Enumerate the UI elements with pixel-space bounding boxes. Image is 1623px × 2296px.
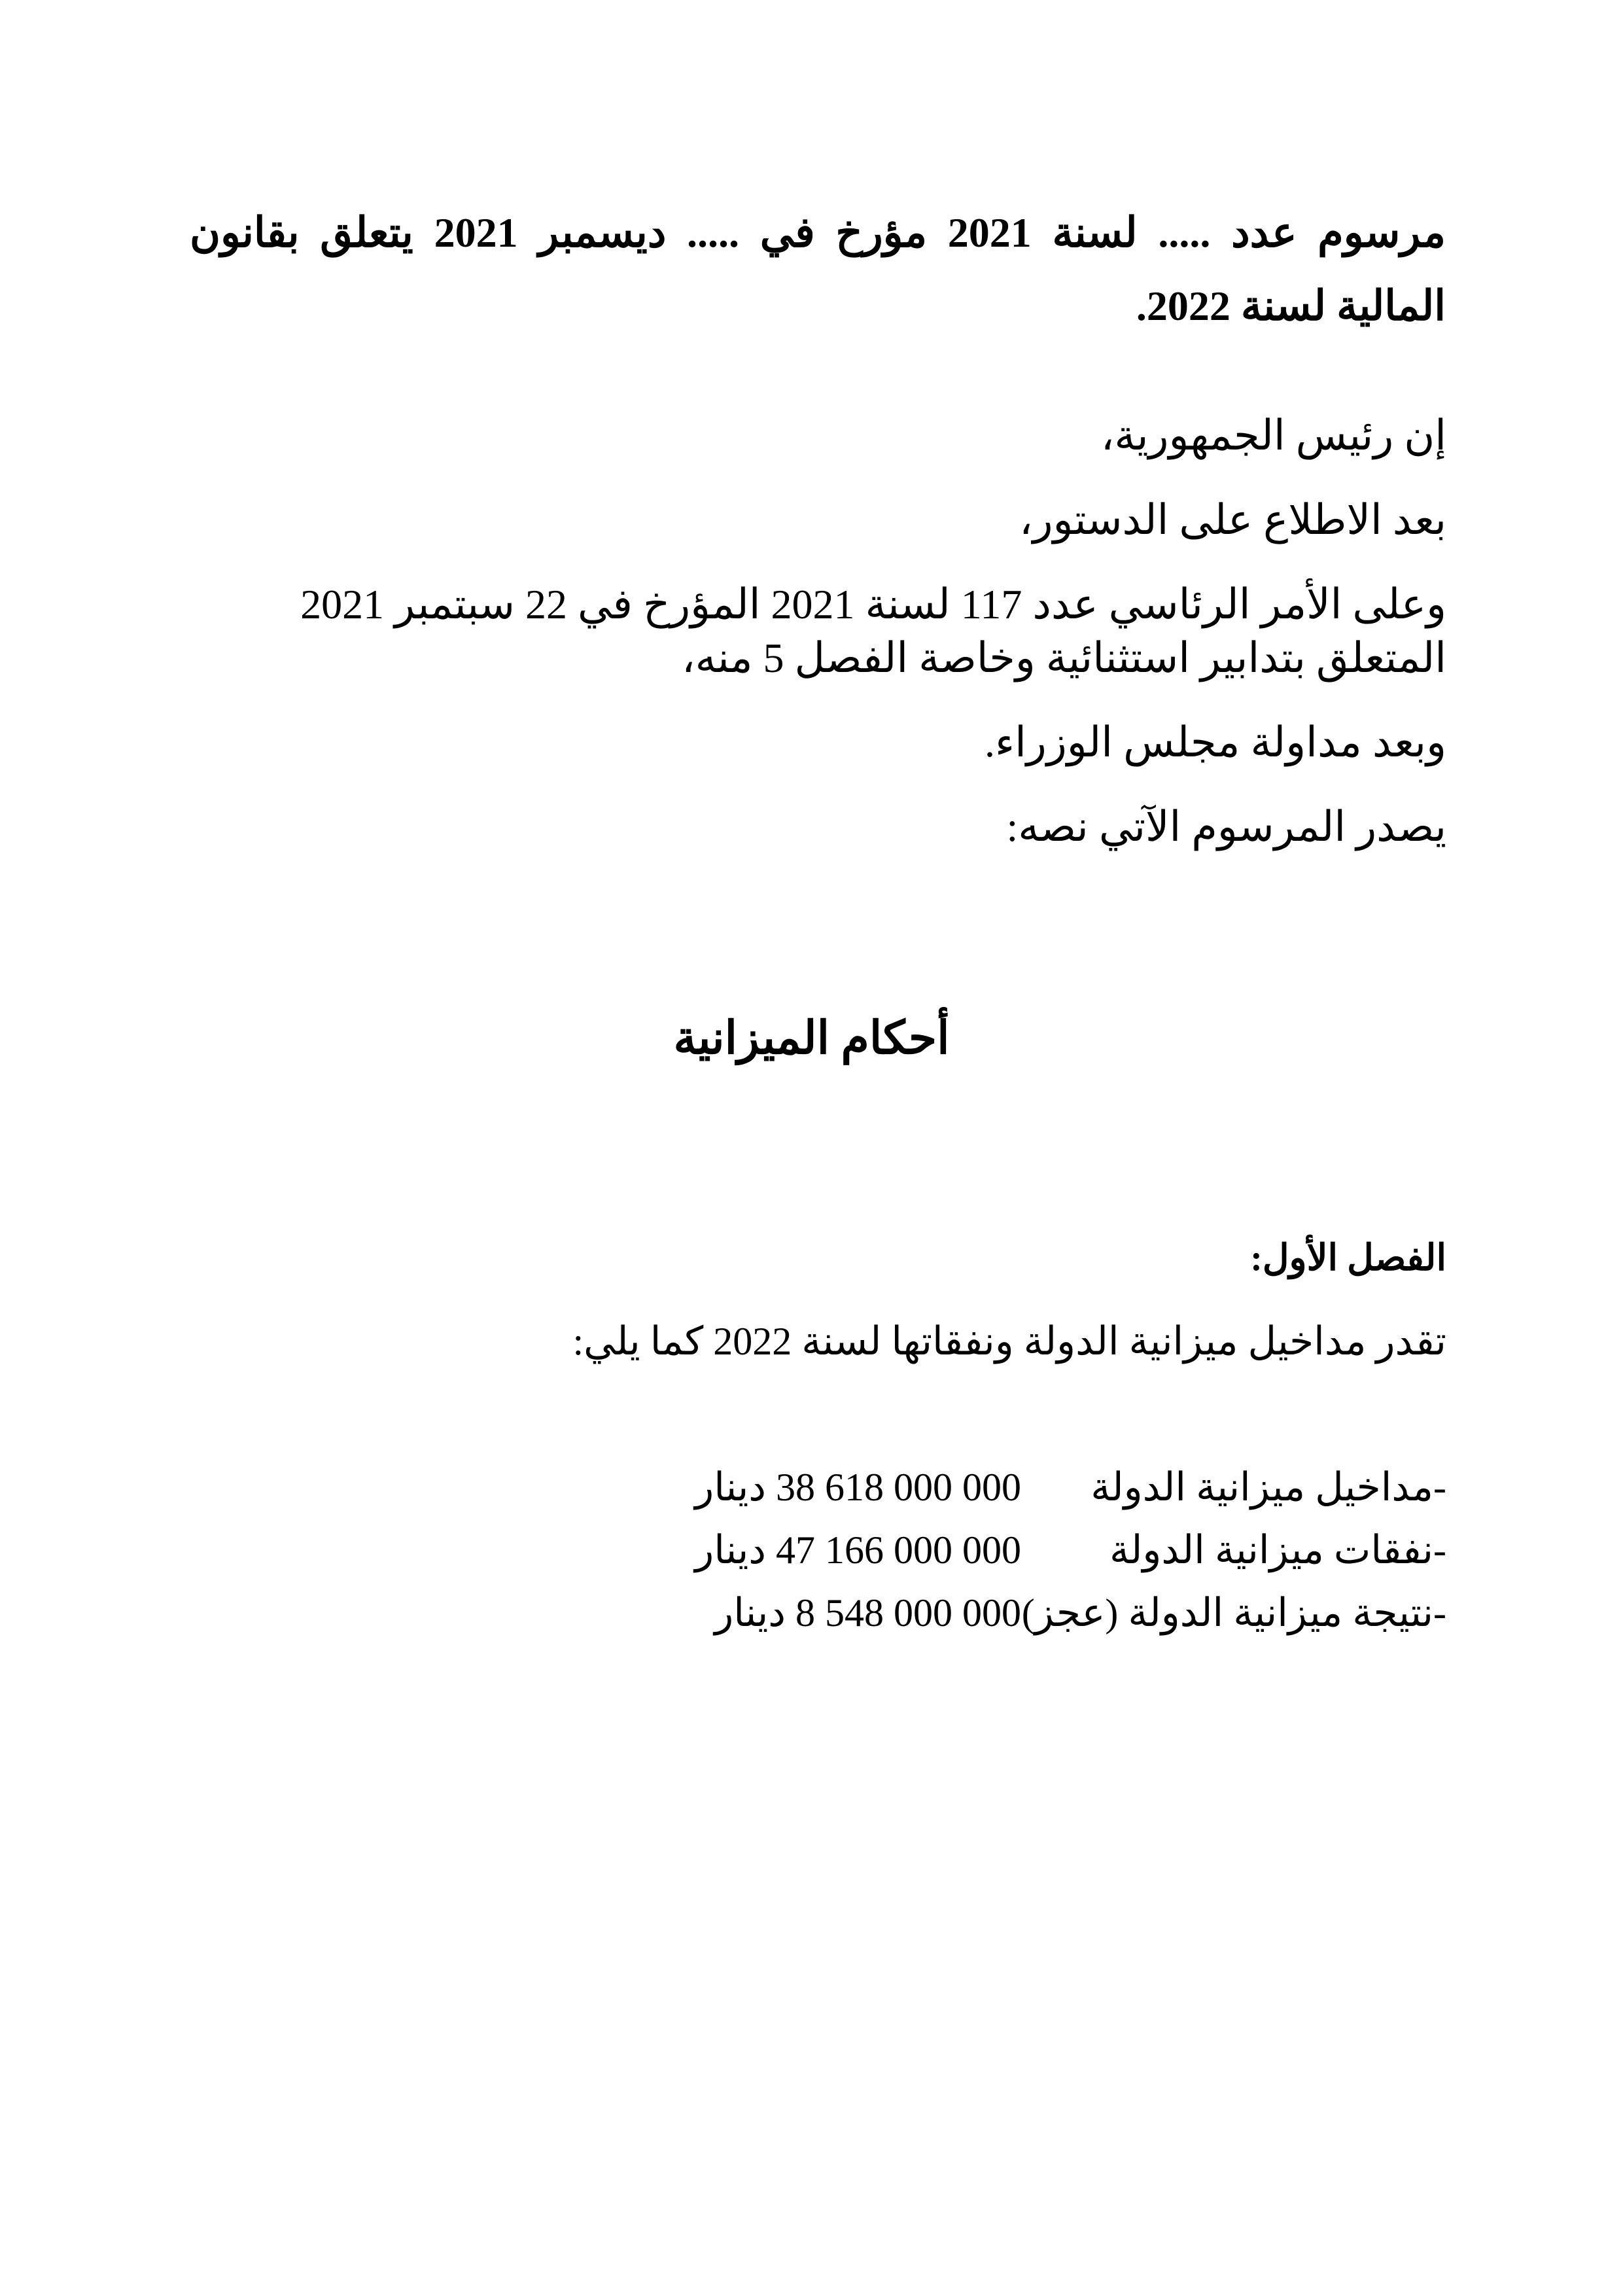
budget-row-deficit [478, 1581, 1446, 1644]
budget-amount-number: 47 166 000 000 [776, 1528, 1021, 1572]
decree-title: مرسوم عدد ..... لسنة 2021 مؤرخ في ..... ديسمبر 2021 يتعلق بقانون المالية لسنة 2022. [190, 209, 1446, 329]
preamble-line: يصدر المرسوم الآتي نصه: [1006, 804, 1446, 850]
budget-row-value [478, 1581, 1021, 1644]
budget-row-label: -مداخيل ميزانية الدولة [1091, 1466, 1446, 1509]
preamble-line: إن رئيس الجمهورية، [1100, 412, 1446, 459]
budget-amount-unit: دينار [695, 1528, 766, 1572]
budget-amount-number: 8 548 000 000 [795, 1591, 1021, 1634]
section-heading: أحكام الميزانية [673, 1014, 950, 1064]
preamble-line: وعلى الأمر الرئاسي عدد 117 لسنة 2021 المؤرخ في 22 سبتمبر 2021 المتعلق بتدابير استثنائية وخاصة الفصل 5 منه، [300, 581, 1446, 681]
budget-table [478, 1456, 1446, 1644]
budget-row-value [478, 1456, 1021, 1519]
budget-row-expenses [478, 1519, 1446, 1581]
preamble-line: بعد الاطلاع على الدستور، [1019, 497, 1446, 543]
budget-amount-number: 38 618 000 000 [776, 1466, 1021, 1509]
budget-amount-unit: دينار [714, 1591, 786, 1634]
budget-amount-unit: دينار [695, 1466, 766, 1509]
budget-row-label: -نتيجة ميزانية الدولة (عجز) [1021, 1591, 1446, 1634]
budget-row-revenues [478, 1456, 1446, 1519]
preamble-line: وبعد مداولة مجلس الوزراء. [985, 719, 1446, 766]
budget-row-label: -نفقات ميزانية الدولة [1109, 1528, 1446, 1572]
chapter-intro: تقدر مداخيل ميزانية الدولة ونفقاتها لسنة 2022 كما يلي: [572, 1320, 1446, 1363]
preamble [190, 409, 1446, 885]
budget-row-value [478, 1519, 1021, 1581]
chapter-title: الفصل الأول: [1250, 1238, 1446, 1279]
